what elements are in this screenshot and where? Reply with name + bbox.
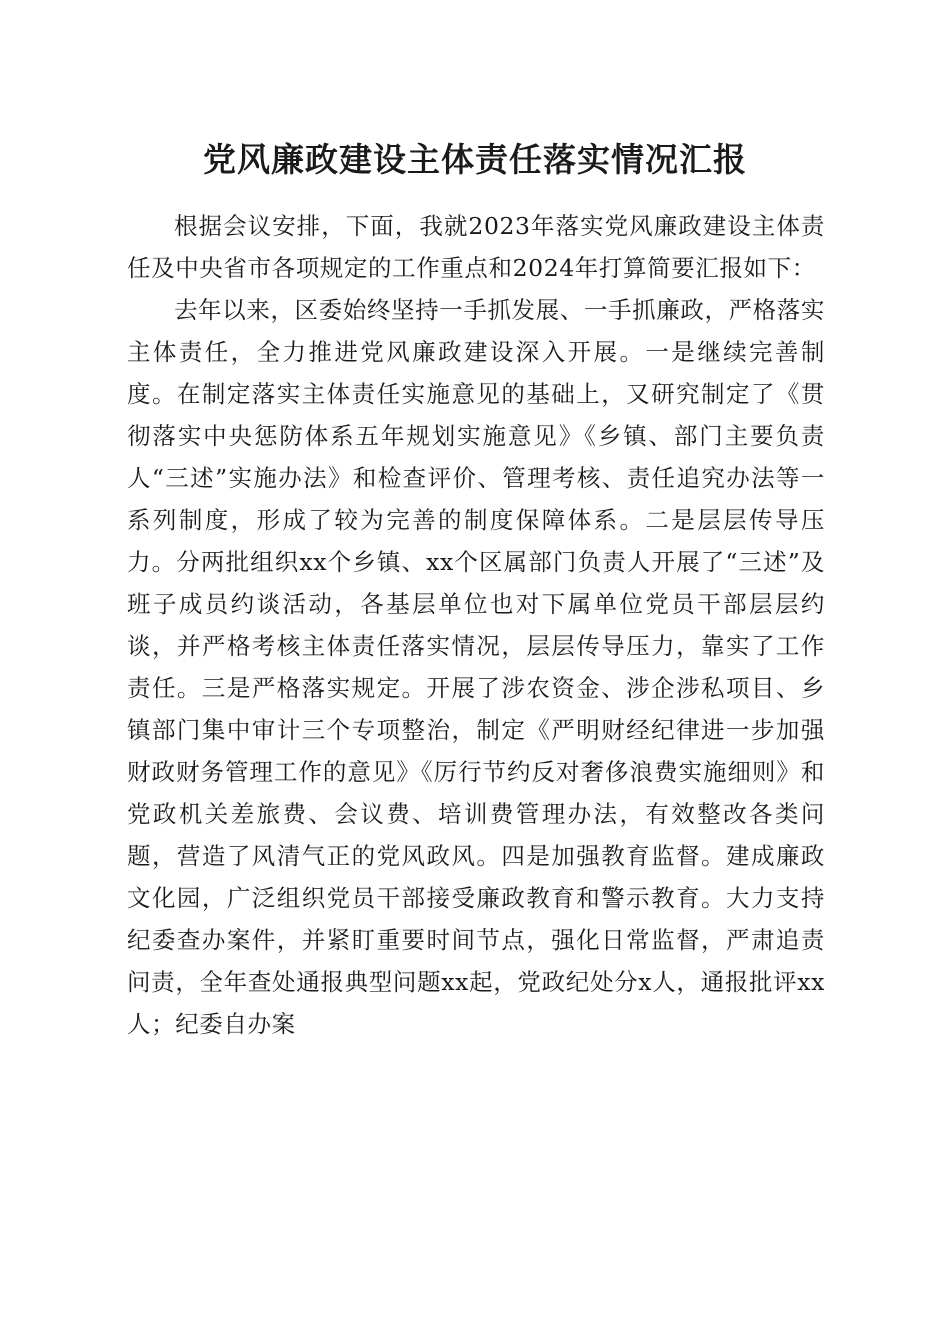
paragraph-main: 去年以来，区委始终坚持一手抓发展、一手抓廉政，严格落实主体责任，全力推进党风廉政建设深入开展。一是继续完善制度。在制定落实主体责任实施意见的基础上，又研究制定了《贯彻落实中央惩防体系五年规划实施意见》《乡镇、部门主要负责人“三述”实施办法》和检查评价、管理考核、责任追究办法等一系列制度，形成了较为完善的制度保障体系。二是层层传导压力。分两批组织xx个乡镇、xx个区属部门负责人开展了“三述”及班子成员约谈活动，各基层单位也对下属单位党员干部层层约谈，并严格考核主体责任落实情况，层层传导压力，靠实了工作责任。三是严格落实规定。开展了涉农资金、涉企涉私项目、乡镇部门集中审计三个专项整治，制定《严明财经纪律进一步加强财政财务管理工作的意见》《厉行节约反对奢侈浪费实施细则》和党政机关差旅费、会议费、培训费管理办法，有效整改各类问题，营造了风清气正的党风政风。四是加强教育监督。建成廉政文化园，广泛组织党员干部接受廉政教育和警示教育。大力支持纪委查办案件，并紧盯重要时间节点，强化日常监督，严肃追责问责，全年查处通报典型问题xx起，党政纪处分x人，通报批评xx人；纪委自办案	[127, 296, 825, 1038]
paragraph-intro: 根据会议安排，下面，我就2023年落实党风廉政建设主体责任及中央省市各项规定的工作重点和2024年打算简要汇报如下：	[127, 212, 825, 282]
document-title: 党风廉政建设主体责任落实情况汇报	[203, 140, 747, 179]
document-body	[127, 205, 825, 1045]
